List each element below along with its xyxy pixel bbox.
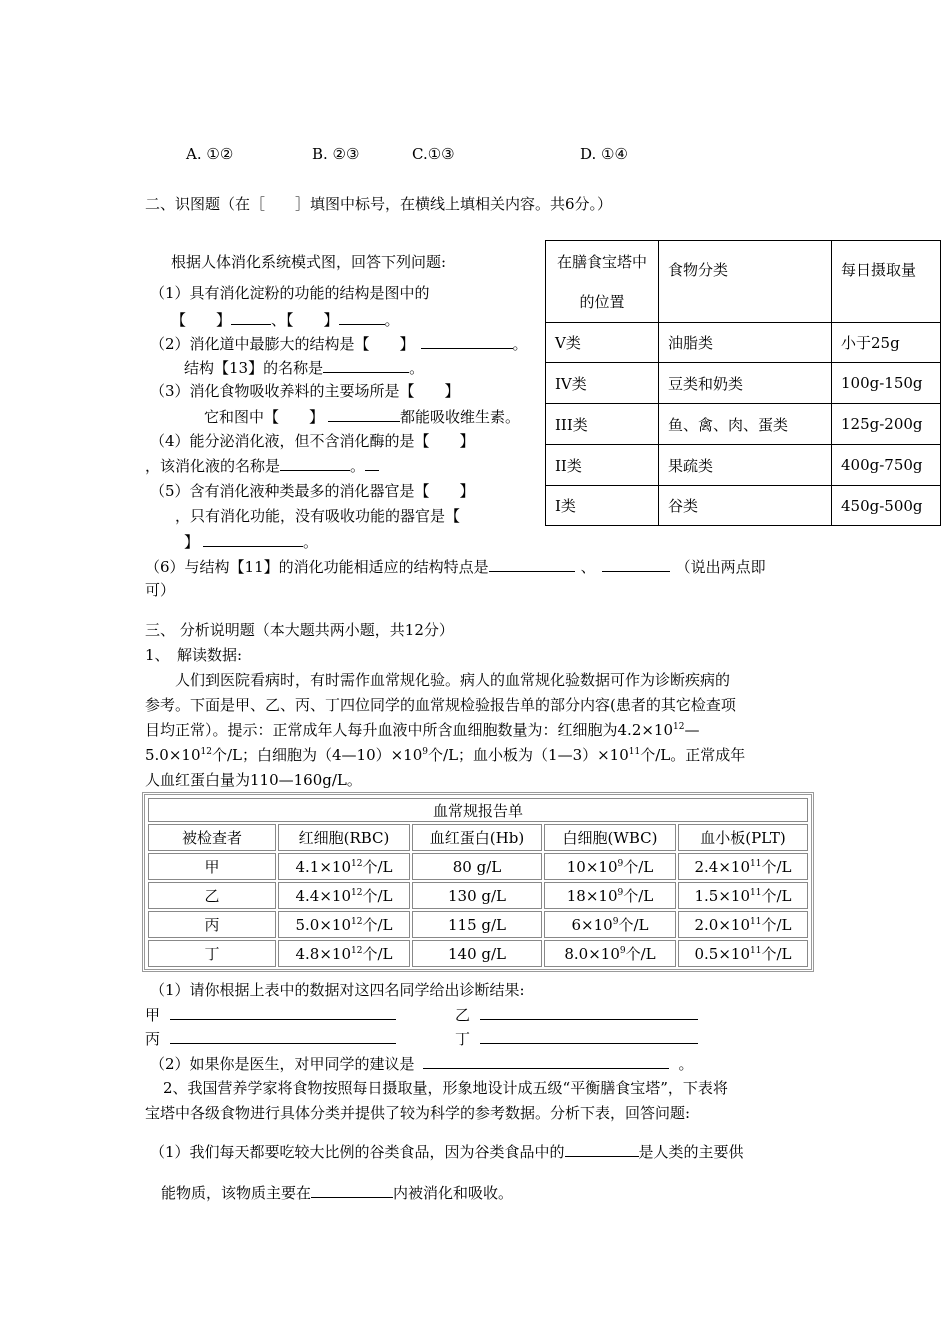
- q5-line2: ，只有消化功能，没有吸收功能的器官是【: [175, 507, 461, 525]
- food-header-position: 在膳食宝塔中 的位置: [546, 241, 659, 323]
- food-category: 油脂类: [659, 323, 832, 363]
- wbc-value: $18\times 10^9$个/L: [544, 882, 676, 909]
- plt-value: $0.5\times 10^{11}$个/L: [678, 940, 808, 967]
- food-pyramid-table: [545, 240, 941, 526]
- plt-value: $1.5\times 10^{11}$个/L: [678, 882, 808, 909]
- q2-line1: （2）消化道中最膨大的结构是【 】 。: [150, 335, 528, 353]
- section3-p3: 目均正常）。提示：正常成年人每升血液中所含血细胞数量为：红细胞为$4.2\times 10^{12}—$: [145, 721, 700, 739]
- blood-header: 白细胞(WBC): [544, 824, 676, 851]
- section3-sub2-p2: 宝塔中各级食物进行具体分类并提供了较为科学的参考数据。分析下表，回答问题:: [145, 1104, 691, 1122]
- food-category: 豆类和奶类: [659, 363, 832, 404]
- food-level: I类: [546, 486, 659, 526]
- q5-line3: 】 。: [184, 533, 319, 551]
- wbc-value: $10\times 10^9$个/L: [544, 853, 676, 880]
- patient-name: 乙: [148, 882, 276, 909]
- food-intake: 100g-150g: [832, 363, 941, 404]
- patient-name: 丙: [148, 911, 276, 938]
- food-intake: 450g-500g: [832, 486, 941, 526]
- q2-line2: 结构【13】的名称是 。: [184, 359, 425, 377]
- rbc-value: $4.4\times 10^{12}$个/L: [278, 882, 410, 909]
- food-row: [546, 323, 941, 363]
- food-header-intake: 每日摄取量: [832, 241, 941, 323]
- table-row: [148, 911, 808, 938]
- plt-value: $2.0\times 10^{11}$个/L: [678, 911, 808, 938]
- blood-header-row: [148, 824, 808, 851]
- blood-header: 血红蛋白(Hb): [412, 824, 542, 851]
- q3-line2: 它和图中【 】 都能吸收维生素。: [204, 408, 521, 426]
- food-category: 谷类: [659, 486, 832, 526]
- wbc-value: $6\times 10^9$个/L: [544, 911, 676, 938]
- food-intake: 小于25g: [832, 323, 941, 363]
- hb-value: 115 g/L: [412, 911, 542, 938]
- q3-line1: （3）消化食物吸收养料的主要场所是【 】: [150, 382, 460, 400]
- option-b: B. ②③: [312, 145, 360, 163]
- food-intake: 400g-750g: [832, 445, 941, 486]
- table-row: [148, 853, 808, 880]
- rbc-value: $5.0\times 10^{12}$个/L: [278, 911, 410, 938]
- q4-line1: （4）能分泌消化液，但不含消化酶的是【 】: [150, 432, 475, 450]
- section3-p2: 参考。下面是甲、乙、丙、丁四位同学的血常规检验报告单的部分内容(患者的其它检查项: [145, 696, 736, 714]
- food-level: II类: [546, 445, 659, 486]
- hb-value: 80 g/L: [412, 853, 542, 880]
- diagnosis-ding: 丁: [455, 1028, 698, 1049]
- section3-p1: 人们到医院看病时，有时需作血常规化验。病人的血常规化验数据可作为诊断疾病的: [175, 671, 731, 689]
- blood-header: 血小板(PLT): [678, 824, 808, 851]
- section2-intro: 根据人体消化系统模式图，回答下列问题:: [171, 253, 447, 271]
- wbc-value: $8.0\times 10^9$个/L: [544, 940, 676, 967]
- table-row: [148, 940, 808, 967]
- blood-header: 被检查者: [148, 824, 276, 851]
- food-level: IV类: [546, 363, 659, 404]
- blood-report-table: [142, 792, 814, 972]
- rbc-value: $4.8\times 10^{12}$个/L: [278, 940, 410, 967]
- q6-line2: 可）: [145, 581, 176, 599]
- food-row: [546, 486, 941, 526]
- food-row: [546, 445, 941, 486]
- table-row: [148, 882, 808, 909]
- rbc-value: $4.1\times 10^{12}$个/L: [278, 853, 410, 880]
- food-row: [546, 404, 941, 445]
- section3-sub2-p1: 2、我国营养学家将食物按照每日摄取量，形象地设计成五级“平衡膳食宝塔”，下表将: [163, 1079, 728, 1097]
- food-row: [546, 363, 941, 404]
- grain-question-line2: 能物质，该物质主要在 内被消化和吸收。: [161, 1184, 514, 1202]
- plt-value: $2.4\times 10^{11}$个/L: [678, 853, 808, 880]
- food-level: V类: [546, 323, 659, 363]
- q1-line1: （1）具有消化淀粉的功能的结构是图中的: [150, 284, 430, 302]
- blood-header: 红细胞(RBC): [278, 824, 410, 851]
- grain-question-line1: （1）我们每天都要吃较大比例的谷类食品，因为谷类食品中的 是人类的主要供: [150, 1143, 744, 1161]
- food-category: 鱼、禽、肉、蛋类: [659, 404, 832, 445]
- option-d: D. ①④: [580, 145, 628, 163]
- diagnosis-jia: 甲: [145, 1004, 396, 1025]
- hb-value: 140 g/L: [412, 940, 542, 967]
- food-intake: 125g-200g: [832, 404, 941, 445]
- q6-line1: （6）与结构【11】的消化功能相适应的结构特点是 、 （说出两点即: [145, 558, 766, 576]
- patient-name: 甲: [148, 853, 276, 880]
- section2-heading: 二、识图题（在［ ］填图中标号，在横线上填相关内容。共6分。）: [145, 195, 613, 213]
- blood-report-title: 血常规报告单: [148, 798, 808, 822]
- food-header-category: 食物分类: [659, 241, 832, 323]
- diagnosis-bing: 丙: [145, 1028, 396, 1049]
- hb-value: 130 g/L: [412, 882, 542, 909]
- patient-name: 丁: [148, 940, 276, 967]
- section3-sub1: 1、 解读数据:: [145, 646, 243, 664]
- option-c: C.①③: [412, 145, 455, 163]
- section3-p5: 人血红蛋白量为110—160g/L。: [145, 771, 362, 789]
- food-category: 果疏类: [659, 445, 832, 486]
- option-a: A. ①②: [186, 145, 234, 163]
- q5-line1: （5）含有消化液种类最多的消化器官是【 】: [150, 482, 475, 500]
- food-level: III类: [546, 404, 659, 445]
- doctor-advice-question: （2）如果你是医生，对甲同学的建议是 。: [150, 1055, 694, 1073]
- diagnosis-question: （1）请你根据上表中的数据对这四名同学给出诊断结果:: [150, 981, 525, 999]
- section3-heading: 三、 分析说明题（本大题共两小题，共12分）: [145, 621, 454, 639]
- q4-line2: ，该消化液的名称是 。: [145, 455, 379, 476]
- section3-p4: $5.0\times 10^{12}$个/L；白细胞为$(4—10)\times 10^9$个/L；血小板为$(1—3)\times 10^{11}$个/L。正常成年: [145, 746, 746, 764]
- diagnosis-yi: 乙: [455, 1004, 698, 1025]
- q1-line2: 【 】 、【 】 。: [171, 311, 400, 329]
